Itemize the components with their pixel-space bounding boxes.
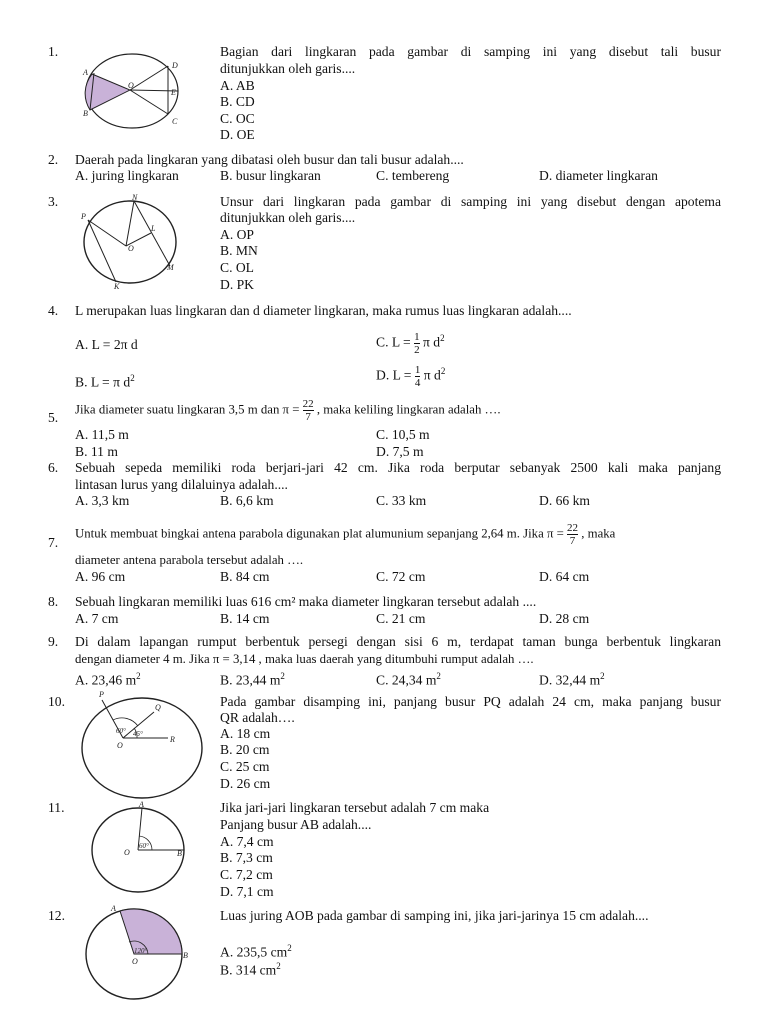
q11-option-b: B. 7,3 cm	[220, 850, 273, 865]
q11-option-a: A. 7,4 cm	[220, 834, 274, 849]
q3-stem-line1: Unsur dari lingkaran pada gambar di samping ini yang disebut dengan apotema	[220, 194, 721, 209]
q6-option-c: C. 33 km	[376, 493, 427, 508]
q1-option-a: A. AB	[220, 78, 255, 93]
q5-option-b: B. 11 m	[75, 444, 118, 459]
q9-option-d: D. 32,44 $m^2$	[539, 671, 605, 688]
q3-label-k: K	[114, 282, 120, 291]
q11-angle-60: 60°	[139, 842, 149, 850]
q10-label-o: O	[117, 741, 123, 750]
q9-number: 9.	[48, 634, 59, 649]
q11-option-d: D. 7,1 cm	[220, 884, 274, 899]
q3-label-p: P	[81, 212, 86, 221]
q7-option-a: A. 96 cm	[75, 569, 126, 584]
q8-option-a: A. 7 cm	[75, 611, 119, 626]
q10-option-d: D. 26 cm	[220, 776, 271, 791]
q8-number: 8.	[48, 594, 59, 609]
q3-label-n: N	[132, 193, 138, 202]
q10-option-a: A. 18 cm	[220, 726, 271, 741]
q11-label-a: A	[139, 800, 144, 809]
q10-angle-60: 60°	[116, 727, 126, 735]
q1-label-a: A	[83, 68, 88, 77]
q12-option-b: B. 314 $cm^2$	[220, 961, 281, 978]
q6-option-b: B. 6,6 km	[220, 493, 274, 508]
q2-option-d: D. diameter lingkaran	[539, 168, 658, 183]
q4-option-d-fraction: $\frac{1}{4}$	[414, 363, 421, 389]
q3-option-c: C. OL	[220, 260, 254, 275]
q2-option-b: B. busur lingkaran	[220, 168, 321, 183]
q7-stem-line2: diameter antena parabola tersebut adalah ….	[75, 553, 304, 567]
q5-option-c: C. 10,5 m	[376, 427, 430, 442]
q6-stem-line1: Sebuah sepeda memiliki roda berjari-jari 42 cm. Jika roda berputar sebanyak 2500 kali maka panjang	[75, 460, 721, 475]
q11-circle-figure	[84, 800, 194, 894]
q1-circle-figure	[80, 50, 184, 132]
q10-circle-figure	[76, 690, 206, 802]
q12-label-a: A	[111, 904, 116, 913]
q12-angle-120: 120°	[134, 947, 148, 955]
q12-stem: Luas juring AOB pada gambar di samping ini, jika jari-jarinya 15 cm adalah....	[220, 908, 649, 923]
q4-option-b: B. L = π $d^2$	[75, 373, 135, 390]
q11-stem-line1: Jika jari-jari lingkaran tersebut adalah 7 cm maka	[220, 800, 490, 815]
q3-circle-figure	[78, 193, 188, 292]
q8-option-c: C. 21 cm	[376, 611, 426, 626]
q10-label-r: R	[170, 735, 175, 744]
q12-option-a: A. 235,5 $cm^2$	[220, 943, 292, 960]
q5-option-d: D. 7,5 m	[376, 444, 424, 459]
q5-number: 5.	[48, 410, 59, 425]
q4-option-d: D. $L = \frac{1}{4}$ π $d^2$	[376, 363, 446, 389]
q10-stem-line2: QR adalah….	[220, 710, 295, 725]
q3-label-l: L	[151, 224, 156, 233]
q5-stem: Jika diameter suatu lingkaran 3,5 m dan $\pi = \frac{22}{7}$ , maka keliling lingkaran adalah ….	[75, 398, 501, 423]
q7-pi-fraction: $\frac{22}{7}$	[567, 522, 579, 547]
q3-label-m: M	[167, 263, 174, 272]
q8-option-b: B. 14 cm	[220, 611, 270, 626]
q5-option-a: A. 11,5 m	[75, 427, 129, 442]
q1-label-e: E	[171, 88, 176, 97]
q3-label-o: O	[128, 244, 134, 253]
q1-label-d: D	[172, 61, 178, 70]
q1-option-c: C. OC	[220, 111, 255, 126]
q2-option-c: C. tembereng	[376, 168, 450, 183]
q1-label-o: O	[128, 81, 134, 90]
q9-option-a: A. 23,46 $m^2$	[75, 671, 141, 688]
q11-option-c: C. 7,2 cm	[220, 867, 273, 882]
q4-option-c: C. $L = \frac{1}{2}$ π $d^2$	[376, 330, 445, 356]
q12-label-b: B	[183, 951, 188, 960]
q12-label-o: O	[132, 957, 138, 966]
q1-option-d: D. OE	[220, 127, 255, 142]
q6-option-d: D. 66 km	[539, 493, 590, 508]
q4-number: 4.	[48, 303, 59, 318]
q3-number: 3.	[48, 194, 59, 209]
q2-stem: Daerah pada lingkaran yang dibatasi oleh busur dan tali busur adalah....	[75, 152, 464, 167]
q7-stem-line1: Untuk membuat bingkai antena parabola digunakan plat alumunium sepanjang 2,64 m. Jika $\pi = \frac{22}{7}$ , maka	[75, 522, 616, 547]
q11-label-o: O	[124, 848, 130, 857]
q4-stem: L merupakan luas lingkaran dan d diameter lingkaran, maka rumus luas lingkaran adalah....	[75, 303, 572, 318]
q2-number: 2.	[48, 152, 59, 167]
q1-number: 1.	[48, 44, 59, 59]
q11-stem-line2: Panjang busur AB adalah....	[220, 817, 372, 832]
q4-option-a: A. L = 2π d	[75, 337, 138, 352]
q6-number: 6.	[48, 460, 59, 475]
q3-option-b: B. MN	[220, 243, 258, 258]
q9-stem-line1: Di dalam lapangan rumput berbentuk persegi dengan sisi 6 m, terdapat taman bunga berbentuk lingkaran	[75, 634, 721, 649]
q7-option-c: C. 72 cm	[376, 569, 426, 584]
q6-stem-line2: lintasan lurus yang dilaluinya adalah....	[75, 477, 288, 492]
q10-stem-line1: Pada gambar disamping ini, panjang busur PQ adalah 24 cm, maka panjang busur	[220, 694, 721, 709]
q4-option-c-fraction: $\frac{1}{2}$	[414, 330, 420, 356]
q6-option-a: A. 3,3 km	[75, 493, 130, 508]
q11-number: 11.	[48, 800, 65, 815]
q1-label-c: C	[172, 117, 178, 126]
q1-option-b: B. CD	[220, 94, 255, 109]
q12-number: 12.	[48, 908, 65, 923]
q2-option-a: A. juring lingkaran	[75, 168, 179, 183]
q1-stem-line2: ditunjukkan oleh garis....	[220, 61, 356, 76]
q10-angle-45: 45°	[133, 730, 143, 738]
q3-option-d: D. PK	[220, 277, 254, 292]
q11-label-b: B	[177, 849, 182, 858]
q12-circle-figure	[84, 904, 196, 1004]
q10-label-p: P	[99, 690, 104, 699]
q10-number: 10.	[48, 694, 65, 709]
q9-stem-line2: dengan diameter 4 m. Jika π = 3,14 , maka luas daerah yang ditumbuhi rumput adalah ….	[75, 652, 534, 666]
q10-label-q: Q	[155, 703, 161, 712]
q8-stem: Sebuah lingkaran memiliki luas 616 cm² maka diameter lingkaran tersebut adalah ....	[75, 594, 537, 609]
q1-stem-line1: Bagian dari lingkaran pada gambar di samping ini yang disebut tali busur	[220, 44, 721, 59]
q8-option-d: D. 28 cm	[539, 611, 590, 626]
q7-option-b: B. 84 cm	[220, 569, 270, 584]
q9-option-c: C. 24,34 $m^2$	[376, 671, 441, 688]
q7-option-d: D. 64 cm	[539, 569, 590, 584]
q9-option-b: B. 23,44 $m^2$	[220, 671, 285, 688]
q1-label-b: B	[83, 109, 88, 118]
q10-option-c: C. 25 cm	[220, 759, 270, 774]
q3-option-a: A. OP	[220, 227, 254, 242]
q10-option-b: B. 20 cm	[220, 742, 270, 757]
q3-stem-line2: ditunjukkan oleh garis....	[220, 210, 356, 225]
q7-number: 7.	[48, 535, 59, 550]
q5-pi-fraction: $\frac{22}{7}$	[302, 398, 314, 423]
